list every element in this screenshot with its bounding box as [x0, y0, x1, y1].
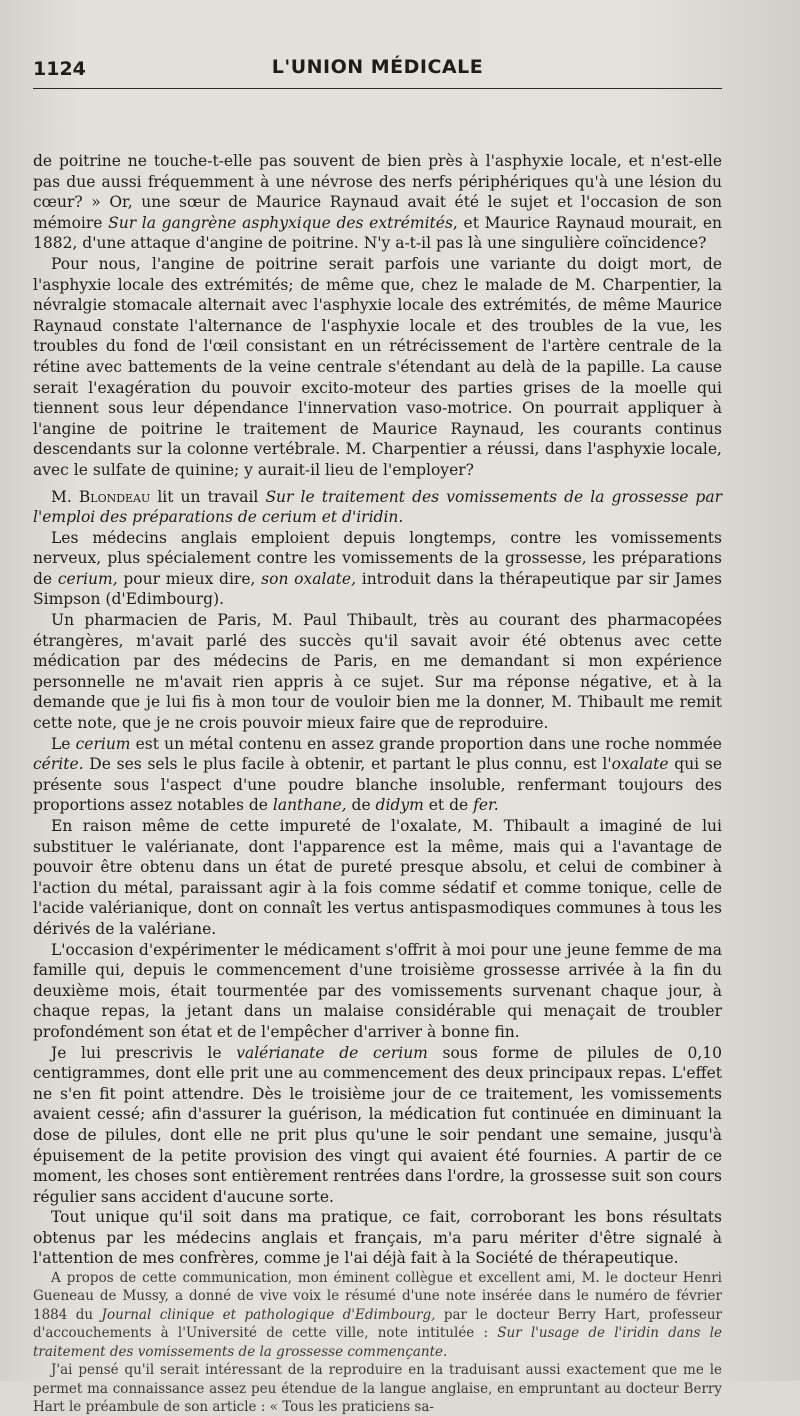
page-header [33, 50, 722, 89]
paragraph-small: A propos de cette communication, mon éminent collègue et excellent ami, M. le docteur Henri Gueneau de Mussy, a donné de vive voix le résumé d'une note insérée dans le numéro de février 1884 du Journal clinique et pathologique d'Edimbourg, par le docteur Berry Hart, professeur d'accouchements à l'Université de cette ville, note intitulée : Sur l'usage de l'iridin dans le traitement des vomissements de la grossesse commençante. [33, 1270, 722, 1360]
page-number: 1124 [33, 58, 86, 80]
paragraph-small: J'ai pensé qu'il serait intéressant de la reproduire en la traduisant aussi exactement que me le permet ma connaissance assez peu étendue de la langue anglaise, en empruntant au docteur Berry Hart le préambule de son article : « Tous les praticiens sa- [33, 1362, 722, 1415]
paragraph: En raison même de cette impureté de l'oxalate, M. Thibault a imaginé de lui substituer le valérianate, dont l'apparence est la même, mais qui a l'avantage de pouvoir être obtenu dans un état de pureté presque absolu, et celui de combiner à l'action du métal, paraissant agir à la fois comme sédatif et comme tonique, celle de l'acide valérianique, dont on connaît les vertus antispasmodiques communes à tous les dérivés de la valériane. [33, 817, 722, 938]
paragraph: Tout unique qu'il soit dans ma pratique, ce fait, corroborant les bons résultats obtenus par les médecins anglais et français, m'a paru mériter d'être signalé à l'attention de mes confrères, comme je l'ai déjà fait à la Société de thérapeutique. [33, 1208, 722, 1268]
paragraph: M. Blondeau lit un travail Sur le traitement des vomissements de la grossesse par l'emploi des préparations de cerium et d'iridin. [33, 487, 723, 527]
paragraph: L'occasion d'expérimenter le médicament s'offrit à moi pour une jeune femme de ma famille qui, depuis le commencement d'une troisième grossesse arrivée à la fin du deuxième mois, était tourmentée par des vomissements survenant chaque jour, à chaque repas, la jetant dans un malaise considérable qui menaçait de troubler profondément son état et de l'empêcher d'arriver à bonne fin. [33, 940, 722, 1041]
paragraph: Je lui prescrivis le valérianate de cerium sous forme de pilules de 0,10 centigrammes, dont elle prit une au commencement des deux principaux repas. L'effet ne s'en fit point attendre. Dès le troisième jour de ce traitement, les vomissements avaient cessé; afin d'assurer la guérison, la médication fut continuée en diminuant la dose de pilules, dont elle ne prit plus qu'une le soir pendant une semaine, jusqu'à épuisement de la petite provision des vingt qui avaient été fournies. A partir de ce moment, les choses sont entièrement rentrées dans l'ordre, la grossesse suit son cours régulier sans accident d'aucune sorte. [33, 1043, 722, 1206]
paragraph: Les médecins anglais emploient depuis longtemps, contre les vomissements nerveux, plus spécialement contre les vomissements de la grossesse, les préparations de cerium, pour mieux dire, son oxalate, introduit dans la thérapeutique par sir James Simpson (d'Edimbourg). [33, 528, 722, 609]
article-body [33, 151, 722, 1416]
running-title: L'UNION MÉDICALE [271, 56, 484, 78]
paragraph: Le cerium est un métal contenu en assez grande proportion dans une roche nommée cérite. De ses sels le plus facile à obtenir, et partant le plus connu, est l'oxalate qui se présente sous l'aspect d'une poudre blanche insoluble, renfermant toujours des proportions assez notables de lanthane, de didym et de fer. [33, 734, 722, 815]
paragraph-continuation: de poitrine ne touche-t-elle pas souvent de bien près à l'asphyxie locale, et n'est-elle pas due aussi fréquemment à une névrose des nerfs périphériques qu'à une lésion du cœur? » Or, une sœur de Maurice Raynaud avait été le sujet et l'occasion de son mémoire Sur la gangrène asphyxique des extrémités, et Maurice Raynaud mourait, en 1882, d'une attaque d'angine de poitrine. N'y a-t-il pas là une singulière coïncidence? [33, 152, 722, 253]
paragraph: Pour nous, l'angine de poitrine serait parfois une variante du doigt mort, de l'asphyxie locale des extrémités; de même que, chez le malade de M. Charpentier, la névralgie stomacale alternait avec l'asphyxie locale des extrémités, de même Maurice Raynaud constate l'alternance de l'asphyxie locale et des troubles de la vue, les troubles du fond de l'œil consistant en un rétrécissement de l'artère centrale de la rétine avec battements de la veine centrale s'étendant au delà de la papille. La cause serait l'exagération du pouvoir excito-moteur des parties grises de la moelle qui tiennent sous leur dépendance l'innervation vaso-motrice. On pourrait appliquer à l'angine de poitrine le traitement de Maurice Raynaud, les courants continus descendants sur la colonne vertébrale. M. Charpentier a réussi, dans l'asphyxie locale, avec le sulfate de quinine; y aurait-il lieu de l'employer? [33, 254, 722, 479]
paragraph: Un pharmacien de Paris, M. Paul Thibault, très au courant des pharmacopées étrangères, m'avait parlé des succès qu'il savait avoir été obtenus avec cette médication par des médecins de Paris, en me demandant si mon expérience personnelle ne m'avait rien appris à ce sujet. Sur ma réponse négative, et à la demande que je lui fis à mon tour de vouloir bien me la donner, M. Thibault me remit cette note, que je ne crois pouvoir mieux faire que de reproduire. [33, 611, 722, 733]
